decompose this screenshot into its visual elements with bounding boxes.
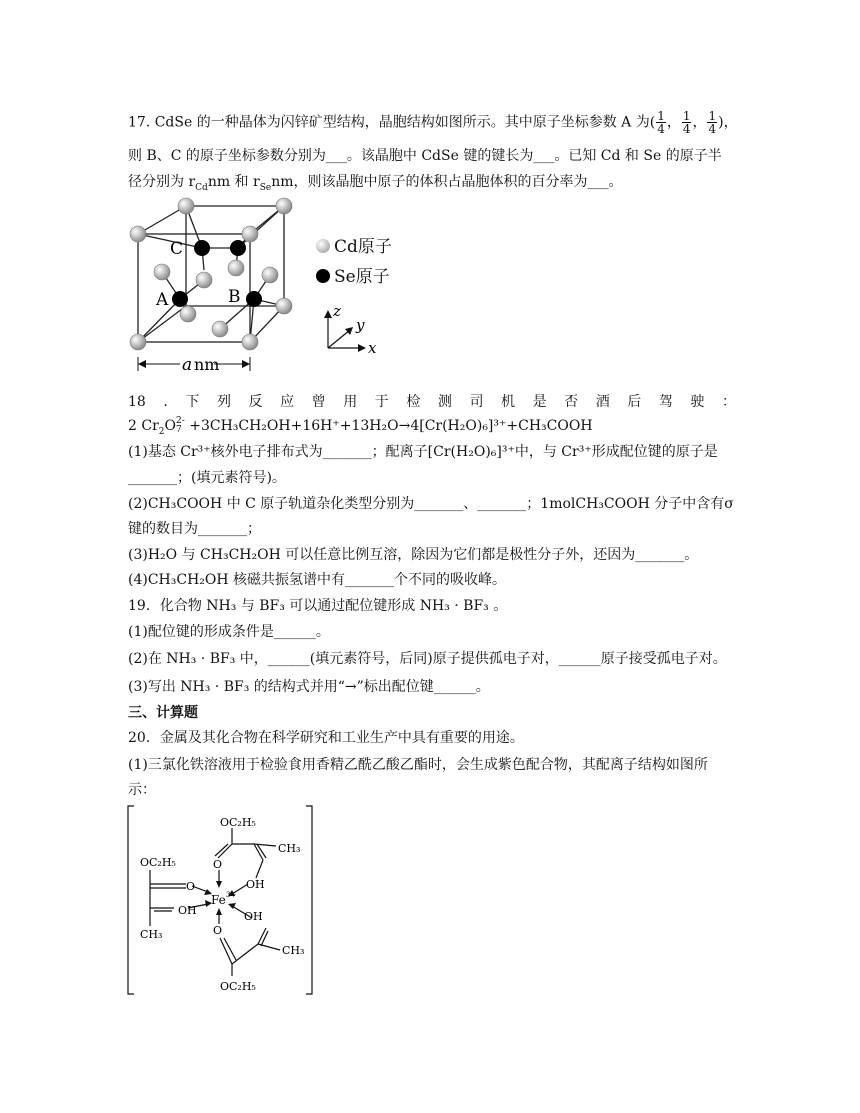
q17-line1: 17. CdSe 的一种晶体为闪锌矿型结构，晶胞结构如图所示。其中原子坐标参数 A 为( $\frac{1}{4}$ ， $\frac{1}{4}$ ， $\frac{1}{4}$ )， [128,109,738,136]
label-a: A [156,290,169,310]
q18-title-char: 用 [343,394,358,410]
cd-atom [242,334,258,350]
q18-title-char: 驾 [658,394,673,410]
q18-p1a: (1)基态 Cr³⁺核外电子排布式为_______；配离子[Cr(H₂O)₆]³⁺中，与 Cr³⁺形成配位键的原子是 [128,444,718,460]
bottom-oh: OH [244,910,263,923]
fe-charge: 3+ [226,891,237,899]
cd-atom [130,226,146,242]
dim-unit: nm [194,355,220,374]
q18-title-char: 于 [374,394,389,410]
dim-a: a [182,355,193,375]
q18-p1b: _______；(填元素符号)。 [128,470,286,486]
q18-title-char: ： [721,394,736,410]
axis-x: x [368,339,377,356]
q19-title: 19．化合物 NH₃ 与 BF₃ 可以通过配位键形成 NH₃ · BF₃ 。 [128,598,508,614]
fraction: $\frac{1}{4}$ [708,109,717,136]
top-oh: OH [246,878,265,891]
fraction: $\frac{1}{4}$ [682,109,691,136]
left-oh: OH [178,904,197,917]
section-title: 三、计算题 [128,705,198,721]
label-c: C [170,239,184,259]
q19-p2: (2)在 NH₃ · BF₃ 中，______(填元素符号，后同)原子提供孤电子对，______原子接受孤电子对。 [128,651,727,667]
q18-title-char: 机 [501,394,516,410]
q18-title [128,392,736,412]
q18-title-char: 酒 [595,394,610,410]
q18-equation: 2 $Cr_2O$ 2- 7 +3CH₃CH₂OH+16H⁺+13H₂O→4[Cr(H₂O)₆]³⁺+CH₃COOH [128,416,593,437]
q18-title-char: 18 [128,394,146,410]
fraction: $\frac{1}{4}$ [657,109,665,136]
se-atom [246,291,262,307]
axis-y: y [356,316,365,334]
bottom-oc2h5: OC₂H₅ [220,980,256,993]
q18-title-char: 驶 [690,394,705,410]
q18-title-char: . [163,394,168,410]
bottom-ch3: CH₃ [282,944,305,957]
legend [316,232,392,292]
q18-title-char: 后 [627,394,642,410]
q18-title-char: 否 [564,394,579,410]
cd-swatch [316,239,330,253]
q19-p3: (3)写出 NH₃ · BF₃ 的结构式并用“→”标出配位键______。 [128,679,490,695]
q18-title-char: 曾 [311,394,326,410]
se-atom [230,240,246,256]
q17-line2: 则 B、C 的原子坐标参数分别为___。该晶胞中 CdSe 键的键长为___。已知 Cd 和 Se 的原子半 [128,148,722,164]
q18-p3: (3)H₂O 与 CH₃CH₂OH 可以任意比例互溶，除因为它们都是极性分子外，还因为_______。 [128,547,699,563]
axis-z: z [333,302,341,320]
q18-title-char: 司 [469,394,484,410]
se-swatch [316,269,330,283]
cd-atom [276,198,292,214]
left-o: O [186,880,196,893]
q20-title: 20．金属及其化合物在科学研究和工业生产中具有重要的用途。 [128,730,524,746]
left-oc2h5: OC₂H₅ [140,856,176,869]
label-b: B [228,287,241,307]
se-atom [194,240,210,256]
fe-complex-figure [120,800,320,1000]
left-ch3: CH₃ [140,928,163,941]
top-o: O [213,858,223,871]
cd-atom [212,321,228,337]
q18-title-char: 列 [216,394,231,410]
q18-p2b: 键的数目为_______； [128,521,261,537]
q18-title-char: 测 [437,394,452,410]
cd-atom [154,264,170,280]
q19-p1: (1)配位键的形成条件是______。 [128,624,330,640]
top-oc2h5: OC₂H₅ [220,816,256,829]
cd-atom [242,226,258,242]
q18-title-char: 反 [248,394,263,410]
q18-p4: (4)CH₃CH₂OH 核磁共振氢谱中有_______个不同的吸收峰。 [128,572,507,588]
top-ch3: CH₃ [278,842,301,855]
cd-atom [276,298,292,314]
axes-figure [318,300,388,356]
se-atom [172,291,188,307]
q18-title-char: 应 [280,394,295,410]
q20-p1b: 示： [128,782,156,798]
q17-line3: 径分别为 $r_{Cd}nm$ 和 $r_{Se}nm$，则该晶胞中原子的体积占晶胞体积的百分率为___。 [128,174,623,193]
cd-atom [228,260,244,276]
q18-p2a: (2)CH₃COOH 中 C 原子轨道杂化类型分别为_______、_______；1molCH₃COOH 分子中含有σ [128,496,734,512]
cd-atom [262,267,278,283]
cd-atom [196,272,212,288]
cd-atom [130,334,146,350]
legend-cd: Cd原子 [316,232,392,262]
legend-se: Se原子 [316,262,392,292]
bottom-o: O [213,924,223,937]
q17-text: 17. CdSe 的一种晶体为闪锌矿型结构，晶胞结构如图所示。其中原子坐标参数 A 为( [128,114,656,131]
cd-atom [180,306,196,322]
q18-title-char: 检 [406,394,421,410]
q18-title-char: 是 [532,394,547,410]
q20-p1a: (1)三氯化铁溶液用于检验食用香精乙酰乙酸乙酯时，会生成紫色配合物，其配离子结构如图所 [128,757,708,773]
fe-center: Fe [211,893,226,907]
q18-title-char: 下 [185,394,200,410]
cd-atom [178,198,194,214]
